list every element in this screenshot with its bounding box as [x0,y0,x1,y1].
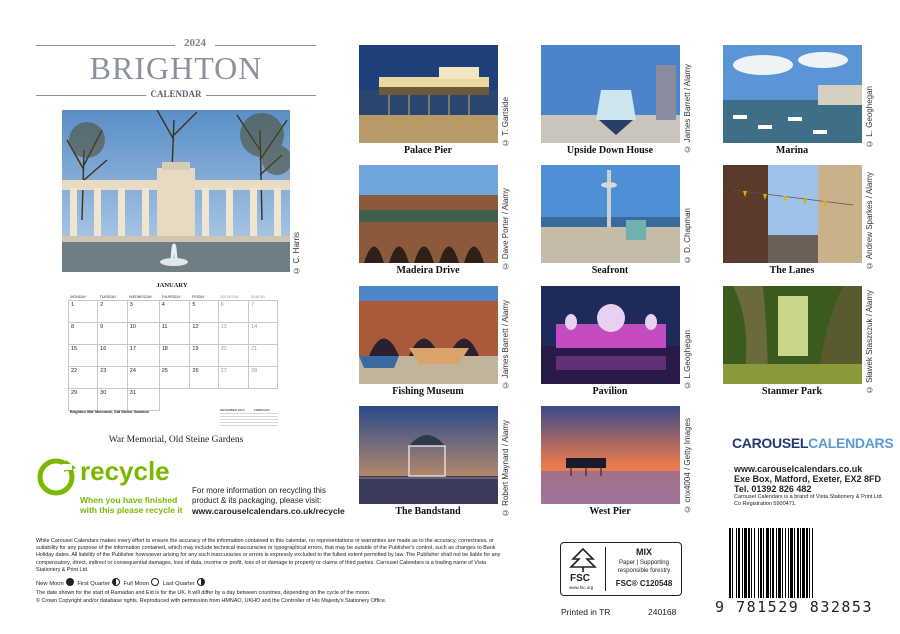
day-cell: 10 [127,323,159,345]
day-cell: 21 [249,345,278,367]
barcode-bar [806,528,808,598]
barcode-bar [812,528,813,598]
first-quarter-label: First Quarter [77,581,110,587]
photo-credit: © Andrew Sparkes / Alamy [865,172,874,270]
barcode-bar [809,528,810,598]
day-cell: 19 [190,345,218,367]
barcode-bar [800,528,801,598]
photo-credit: © T. Gartside [501,97,510,147]
mini-calendar-right: FEBRUARY [254,408,271,412]
day-cell: 16 [98,345,128,367]
barcode-bar [802,528,805,598]
barcode-bar [738,528,740,598]
photo-the-bandstand [359,406,498,504]
day-cell: 26 [190,367,218,389]
calendar-title: BRIGHTON [89,50,263,86]
calendar-page [62,272,282,434]
barcode-bar [732,528,733,598]
barcode-bar [776,528,777,598]
calendar-grid [68,294,278,411]
photo-credit: © Dave Porter / Alamy [501,188,510,271]
day-cell: 8 [69,323,98,345]
day-cell: 14 [249,323,278,345]
photo-west-pier [541,406,680,504]
barcode-bar [763,528,764,598]
brand-address: Exe Box, Matford, Exeter, EX2 8FD [734,474,882,484]
product-code: 240168 [648,607,677,617]
barcode-bar [785,528,786,598]
weekday: MONDAY [70,295,87,299]
brand-note-1: Carousel Calendars is a brand of Vista Stationery & Print Ltd. [734,494,884,500]
day-cell: 13 [218,323,249,345]
photo-credit: © L. Geoghegan [865,86,874,148]
fsc-url: www.fsc.org [569,585,594,590]
photo-caption: The Lanes [769,265,815,276]
photo-caption: Seafront [591,265,629,276]
photo-credit: © L.Geoghegan [683,330,692,390]
new-moon-icon [66,578,74,586]
photo-stanmer-park [723,286,862,384]
barcode-bar [754,528,755,598]
full-moon-icon [151,578,159,586]
day-cell: 22 [69,367,98,389]
photo-credit: © Robert Maynard / Alamy [501,420,510,518]
recycle-word: recycle [80,456,170,486]
recycle-url[interactable]: www.carouselcalendars.co.uk/recycle [192,506,345,516]
photo-palace-pier [359,45,498,143]
day-cell: 2 [98,301,128,323]
photo-caption: Marina [775,145,809,156]
day-cell: 3 [127,301,159,323]
ramadan-note: The date shown for the start of Ramadan and Eid is for the UK. It will differ by a day between countries, depending on the cycle of the moon. [36,590,371,596]
day-cell: 6 [218,301,249,323]
photo-seafront [541,165,680,263]
calendar-month: JANUARY [156,282,188,289]
brand-name-part2: CALENDARS [808,435,894,451]
weekday: WEDNESDAY [129,295,153,299]
day-cell: 1 [69,301,98,323]
weekday: FRIDAY [191,295,205,299]
calendar-footer-caption: Brighton War Memorial, Old Steine Gardens [70,410,149,414]
barcode-bar [766,528,769,598]
day-cell: 9 [98,323,128,345]
main-photo-war-memorial [62,110,290,272]
photo-fishing-museum [359,286,498,384]
photo-caption: Upside Down House [566,145,654,156]
barcode-bar [758,528,759,598]
fsc-label [560,542,682,596]
fsc-code: FSC® C120548 [615,579,673,588]
main-photo-credit: © C. Harris [292,232,301,275]
day-cell: 20 [218,345,249,367]
photo-caption: Fishing Museum [392,386,464,397]
photo-caption: Stanmer Park [761,386,823,397]
photo-marina [723,45,862,143]
barcode-bar [742,528,743,598]
photo-upside-down-house [541,45,680,143]
day-cell: 7 [249,301,278,323]
barcode-bar [760,528,762,598]
disclaimer-text: While Carousel Calendars makes every effort to ensure the accuracy of the information contained in this calendar, no representations or warranties are made as to the accuracy, correctness, or suitability for any purpose of the information contained, which may include technical inaccuracies or typographical errors, that may be outside of the Publisher's control, such as changes to Bank Holiday dates. All liability of the Publisher howsoever arising for any such inaccuracies or errors is expressly excluded to the fullest extent permitted by law. The Publisher shall not be liable for any compensatory, direct, indirect or consequential damages, loss of data, income or profit, loss of or damage to property or claims of third parties. Carousel Calendars is a trading name of Vista Stationery & Print Ltd. [36,538,501,573]
recycle-info-2: product & its packaging, please visit: [192,496,322,505]
barcode-bar [729,528,731,598]
fsc-logo-text: FSC [570,573,590,584]
day-cell: 28 [249,367,278,389]
last-quarter-icon [197,578,205,586]
photo-credit: © James Barrett / Alamy [501,300,510,390]
day-cell: 4 [159,301,190,323]
recycle-icon [36,458,76,501]
day-cell: 15 [69,345,98,367]
recycle-line-2: with this please recycle it [80,505,183,515]
last-quarter-label: Last Quarter [162,581,195,587]
photo-pavilion [541,286,680,384]
recycle-info-1: For more information on recycling this [192,486,326,495]
full-moon-label: Full Moon [123,581,149,587]
barcode-bar [782,528,783,598]
barcode-bar [790,528,793,598]
barcode [727,528,863,598]
barcode-bar [751,528,752,598]
day-cell: 25 [159,367,190,389]
day-cell: 30 [98,389,128,411]
photo-caption: West Pier [589,506,631,517]
photo-credit: © Sławek Staszczuk / Alamy [865,290,874,395]
photo-caption: Palace Pier [403,145,453,156]
day-cell: 12 [190,323,218,345]
day-cell: 11 [159,323,190,345]
weekday: SUNDAY [250,295,266,299]
weekday: SATURDAY [220,295,240,299]
day-cell: 31 [127,389,159,411]
day-cell: 23 [98,367,128,389]
day-cell: 29 [69,389,98,411]
weekday: THURSDAY [161,295,181,299]
photo-caption: The Bandstand [395,506,461,517]
crown-copyright: © Crown Copyright and/or database rights. Reproduced with permission from HMNAO, UKHO and the Controller of His Majesty's Stationery Office. [36,598,387,604]
printed-in: Printed in TR [561,607,611,617]
barcode-bar [744,528,747,598]
barcode-bar [736,528,737,598]
photo-caption: Pavilion [592,386,628,397]
barcode-bars [727,528,863,598]
new-moon-label: New Moon [36,581,64,587]
fsc-mix: MIX [635,547,652,557]
photo-credit: © James Barrett / Alamy [683,64,692,154]
brand-website: www.carouselcalendars.co.uk [734,464,863,474]
day-cell: 27 [218,367,249,389]
brand-note-2: Co Registration 5900471. [734,501,797,507]
barcode-bar [772,528,774,598]
mini-calendar-left: DECEMBER 2023 [220,408,245,412]
moon-legend [36,578,207,587]
brand-tel: Tel. 01392 826 482 [734,484,812,494]
fsc-paper-1: Paper | Supporting [619,560,669,566]
calendar-year: 2024 [175,37,215,49]
photo-caption: Madeira Drive [396,265,460,276]
brand-logo [732,435,893,451]
barcode-bar [770,528,771,598]
weekday: TUESDAY [99,295,117,299]
first-quarter-icon [112,578,120,586]
recycle-line-1: When you have finished [80,495,178,505]
fsc-paper-2: responsible forestry [617,568,671,574]
barcode-digits: 9 781529 832853 [715,598,873,616]
barcode-bar [778,528,781,598]
photo-credit: © D. Chapman [683,208,692,265]
photo-credit: © cnx4004 / Getty Images [683,418,692,514]
day-cell: 24 [127,367,159,389]
photo-madeira-drive [359,165,498,263]
barcode-bar [748,528,750,598]
barcode-bar [794,528,795,598]
day-cell: 17 [127,345,159,367]
barcode-bar [788,528,789,598]
day-cell: 18 [159,345,190,367]
day-cell: 5 [190,301,218,323]
main-caption: War Memorial, Old Steine Gardens [108,435,244,445]
photo-the-lanes [723,165,862,263]
barcode-bar [797,528,799,598]
brand-name-part1: CAROUSEL [732,435,809,451]
calendar-subtitle: CALENDAR [146,89,206,99]
